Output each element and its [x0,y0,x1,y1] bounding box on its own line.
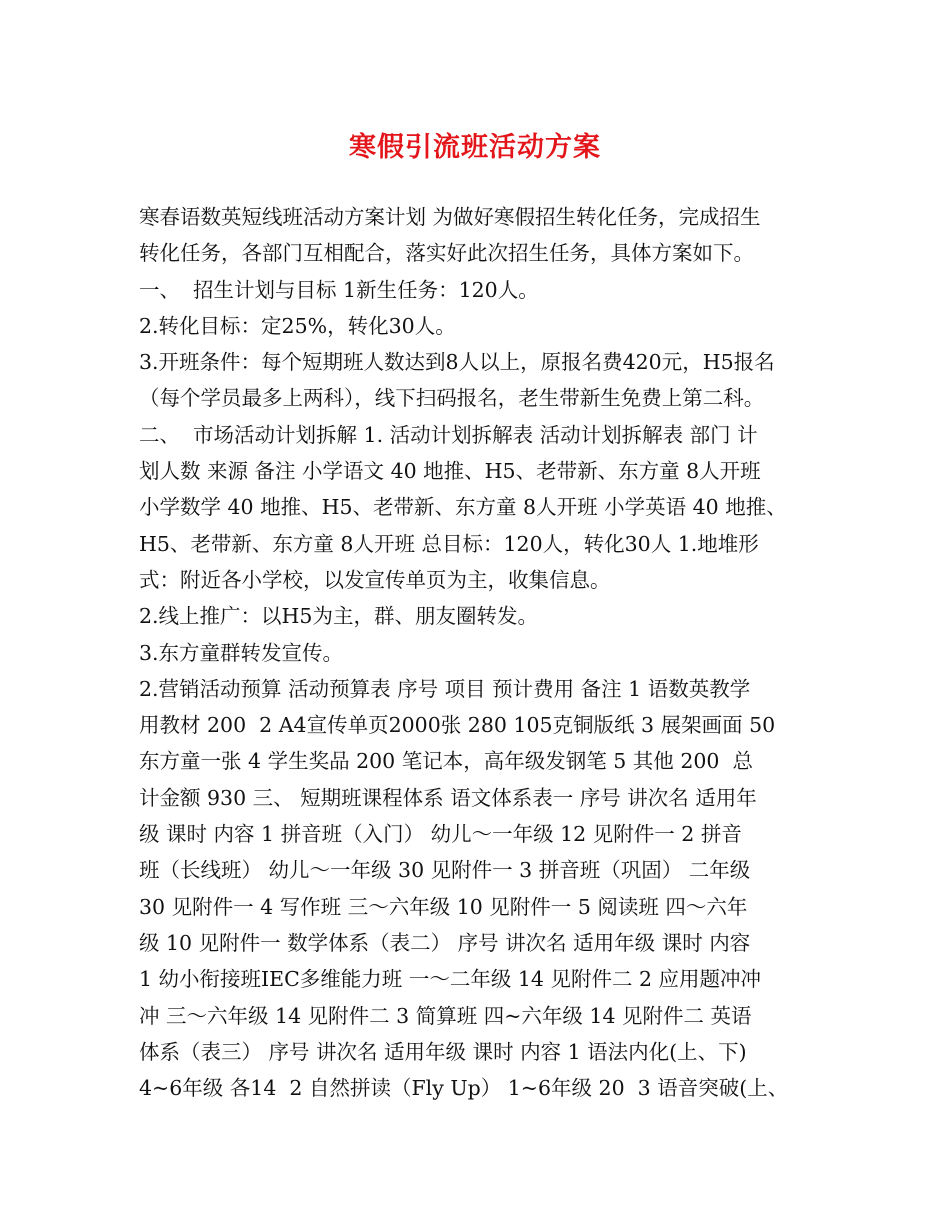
body-line: 划人数 来源 备注 小学语文 40 地推、H5、老带新、东方童 8人开班 [139,459,761,484]
document-body [139,199,819,1106]
body-line: 2.线上推广：以H5为主，群、朋友圈转发。 [139,604,538,629]
body-line: 计金额 930 三、 短期班课程体系 语文体系表一 序号 讲次名 适用年 [139,785,757,810]
body-line: 二、 市场活动计划拆解 1. 活动计划拆解表 活动计划拆解表 部门 计 [139,422,758,447]
body-line: 级 课时 内容 1 拼音班（入门） 幼儿～一年级 12 见附件一 2 拼音 [139,822,742,847]
body-line: 体系（表三） 序号 讲次名 适用年级 课时 内容 1 语法内化(上、下) [139,1039,747,1064]
document-title: 寒假引流班活动方案 [349,132,601,163]
body-line: 用教材 200 2 A4宣传单页2000张 280 105克铜版纸 3 展架画面 50 [139,713,776,738]
body-line: 转化任务，各部门互相配合，落实好此次招生任务，具体方案如下。 [139,241,754,266]
body-line: 3.东方童群转发宣传。 [139,640,344,665]
body-line: 东方童一张 4 学生奖品 200 笔记本，高年级发钢笔 5 其他 200 总 [139,749,753,774]
body-line: 2.转化目标：定25%，转化30人。 [139,313,456,338]
body-line: 30 见附件一 4 写作班 三～六年级 10 见附件一 5 阅读班 四～六年 [139,894,748,919]
body-line: 式：附近各小学校，以发宣传单页为主，收集信息。 [139,567,611,592]
body-line: 一、 招生计划与目标 1新生任务：120人。 [139,277,539,302]
body-line: 小学数学 40 地推、H5、老带新、东方童 8人开班 小学英语 40 地推、 [139,495,787,520]
body-line: 1 幼小衔接班IEC多维能力班 一～二年级 14 见附件二 2 应用题冲冲 [139,967,762,992]
body-line: 4~6年级 各14 2 自然拼读（Fly Up） 1~6年级 20 3 语音突破(上、 [139,1076,789,1101]
body-line: 2.营销活动预算 活动预算表 序号 项目 预计费用 备注 1 语数英教学 [139,676,751,701]
body-line: 寒春语数英短线班活动方案计划 为做好寒假招生转化任务，完成招生 [139,205,761,229]
body-line: H5、老带新、东方童 8人开班 总目标：120人，转化30人 1.地堆形 [139,531,759,556]
body-line: 3.开班条件：每个短期班人数达到8人以上，原报名费420元，H5报名 [139,350,775,375]
body-line: 级 10 见附件一 数学体系（表二） 序号 讲次名 适用年级 课时 内容 [139,930,751,955]
body-line: 班（长线班） 幼儿～一年级 30 见附件一 3 拼音班（巩固） 二年级 [139,858,751,883]
body-line: （每个学员最多上两科），线下扫码报名，老生带新生免费上第二科。 [139,386,765,411]
body-line: 冲 三～六年级 14 见附件二 3 简算班 四~六年级 14 见附件二 英语 [139,1003,752,1028]
